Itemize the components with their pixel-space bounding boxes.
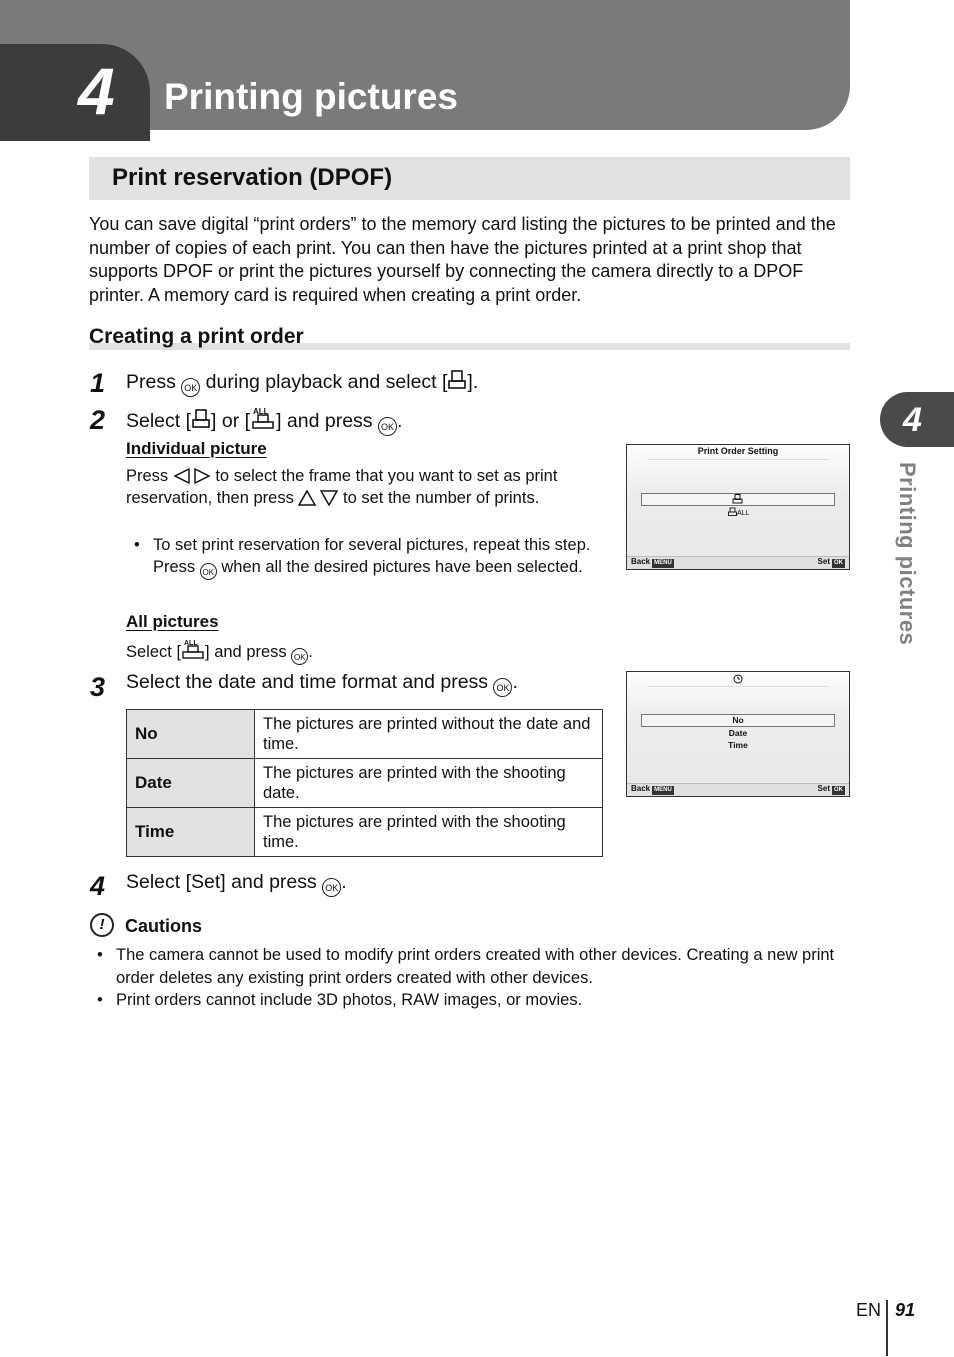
step-text-part: Select [ [126, 410, 192, 432]
body-text-part: to select the frame that you want to set as print reservation, then press [126, 467, 558, 507]
ok-button-icon: OK [200, 563, 217, 580]
list-item: • Print orders cannot include 3D photos, RAW images, or movies. [90, 989, 850, 1012]
body-text-part: when all the desired pictures have been selected. [216, 558, 583, 576]
page-number-rule [886, 1300, 888, 1356]
screen-option-no: No [732, 715, 744, 725]
side-chapter-label: Printing pictures [895, 462, 920, 646]
chapter-number-tab [0, 44, 150, 141]
left-right-arrows-icon [173, 468, 211, 484]
cautions-list [90, 944, 850, 1012]
screen-option-all [728, 507, 749, 517]
table-key-cell: No [127, 710, 255, 759]
section-title: Print reservation (DPOF) [112, 164, 393, 191]
step-text-part: Select [Set] and press [126, 871, 323, 893]
set-label: Set [817, 784, 830, 793]
table-row [127, 759, 603, 808]
table-key-cell: Time [127, 808, 255, 857]
print-all-icon [181, 638, 205, 660]
individual-picture-text [126, 465, 606, 509]
print-icon [447, 369, 467, 391]
step-text-part: ]. [467, 371, 479, 393]
screen-option-all-label: ALL [737, 510, 750, 517]
ok-badge-icon: OK [834, 787, 843, 793]
table-desc-cell: The pictures are printed with the shooting time. [255, 808, 603, 857]
caution-icon: ! [90, 913, 114, 937]
screen-option-date: Date [728, 728, 748, 738]
step-3-number: 3 [90, 672, 106, 702]
print-all-icon [250, 406, 276, 430]
step-1-text [126, 369, 478, 397]
individual-picture-heading: Individual picture [126, 439, 267, 458]
table-desc-cell: The pictures are printed without the date and time. [255, 710, 603, 759]
step-text-part: Press [126, 371, 182, 393]
svg-text:ALL: ALL [253, 407, 269, 416]
intro-paragraph: You can save digital “print orders” to the memory card listing the pictures to be printed and the number of copies of each print. You can then have the pictures printed at a print shop that supports DPOF or print the pictures yourself by connecting the camera directly to a DPOF printer. A memory card is required when creating a print order. [89, 214, 836, 305]
side-chapter-number: 4 [903, 401, 922, 439]
ok-button-icon: OK [322, 878, 341, 897]
body-text-part: Press [126, 467, 173, 485]
all-pictures-heading: All pictures [126, 612, 219, 631]
print-all-icon [728, 507, 737, 516]
print-icon [732, 494, 743, 504]
screen-footer [627, 556, 849, 569]
table-key-cell: Date [127, 759, 255, 808]
screen-back-hint [631, 557, 674, 568]
step-text-part: ] and press [276, 410, 378, 432]
set-label: Set [817, 557, 830, 566]
individual-bullet [134, 534, 604, 580]
clock-icon [733, 674, 743, 684]
step-2-text [126, 406, 402, 436]
body-text-part: . [308, 643, 313, 661]
body-text-part: To set print reservation for several pictures, repeat this step. Press [153, 536, 591, 576]
table-row [127, 808, 603, 857]
step-1-number: 1 [90, 368, 106, 398]
body-text-part: to set the number of prints. [338, 489, 540, 507]
page-language: EN [856, 1300, 882, 1320]
page-number: 91 [895, 1300, 916, 1320]
cautions-title: Cautions [125, 916, 203, 936]
camera-screen-print-order [626, 444, 850, 570]
bullet-dot: • [134, 536, 140, 554]
screen-separator [647, 686, 829, 687]
list-item: • The camera cannot be used to modify print orders created with other devices. Creating a new print order deletes any existing print orders created with other devices. [90, 944, 850, 989]
screen-title: Print Order Setting [697, 446, 779, 456]
menu-badge-icon: MENU [654, 560, 672, 566]
ok-button-icon: OK [181, 378, 200, 397]
ok-badge-icon: OK [834, 560, 843, 566]
screen-set-hint [818, 557, 845, 568]
step-text-part: Select the date and time format and press [126, 671, 494, 693]
chapter-title: Printing pictures [164, 76, 458, 117]
step-2-number: 2 [90, 405, 106, 435]
step-text-part: . [512, 671, 518, 693]
bullet-text [134, 534, 604, 580]
table-row [127, 710, 603, 759]
camera-screen-date-format [626, 671, 850, 797]
step-text-part: during playback and select [ [200, 371, 448, 393]
svg-text:ALL: ALL [184, 640, 198, 647]
screen-option-time: Time [728, 740, 748, 750]
body-text-part: ] and press [205, 643, 292, 661]
step-3-text [126, 671, 518, 697]
print-icon [191, 408, 211, 430]
step-text-part: . [396, 410, 403, 432]
ok-button-icon: OK [291, 648, 308, 665]
screen-footer [627, 783, 849, 796]
ok-button-icon: OK [493, 678, 512, 697]
screen-back-hint [631, 784, 674, 795]
screen-separator [647, 459, 829, 460]
table-desc-cell: The pictures are printed with the shooting date. [255, 759, 603, 808]
up-down-arrows-icon [298, 490, 338, 506]
menu-badge-icon: MENU [654, 787, 672, 793]
back-label: Back [631, 557, 651, 566]
step-text-part: . [341, 871, 347, 893]
screen-set-hint [818, 784, 845, 795]
body-text-part: Select [ [126, 643, 182, 661]
step-text-part: ] or [ [211, 410, 251, 432]
ok-button-icon: OK [378, 417, 397, 436]
step-4-number: 4 [90, 871, 106, 901]
step-4-text [126, 871, 347, 897]
chapter-number: 4 [78, 54, 115, 128]
subsection-title: Creating a print order [89, 325, 304, 348]
all-pictures-text [126, 638, 313, 665]
date-format-table [126, 709, 603, 857]
back-label: Back [631, 784, 651, 793]
